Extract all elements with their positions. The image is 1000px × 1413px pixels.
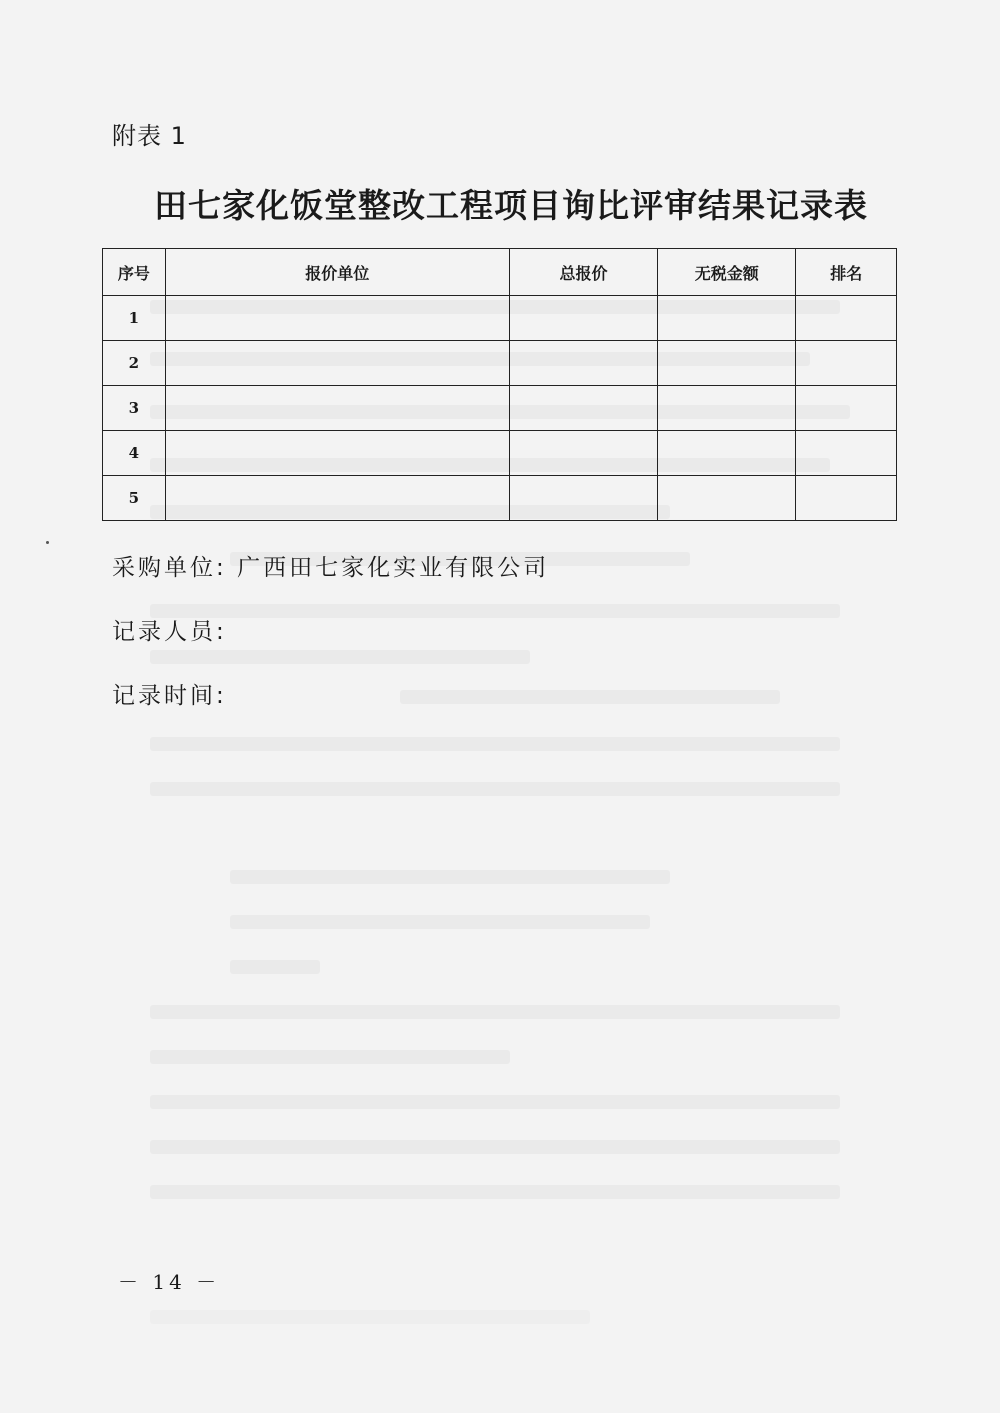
table-row [103, 296, 897, 341]
cell-tax-free-amount [658, 431, 796, 476]
cell-bidder [165, 431, 509, 476]
header-bidder: 报价单位 [165, 249, 509, 296]
document-title: 田七家化饭堂整改工程项目询比评审结果记录表 [154, 186, 868, 225]
cell-bidder [165, 341, 509, 386]
cell-bidder [165, 296, 509, 341]
cell-tax-free-amount [658, 476, 796, 521]
table-header-row [103, 249, 897, 296]
cell-total-price [509, 296, 657, 341]
cell-no: 5 [103, 476, 166, 521]
cell-total-price [509, 431, 657, 476]
cell-total-price [509, 476, 657, 521]
table-row [103, 341, 897, 386]
cell-tax-free-amount [658, 386, 796, 431]
cell-tax-free-amount [658, 341, 796, 386]
page-number: － 14 － [118, 1270, 221, 1294]
cell-rank [796, 341, 897, 386]
result-table [102, 248, 897, 521]
purchaser-line [112, 549, 549, 582]
cell-rank [796, 386, 897, 431]
cell-no: 3 [103, 386, 166, 431]
header-tax-free-amount: 无税金额 [658, 249, 796, 296]
header-no: 序号 [103, 249, 166, 296]
recorder-label: 记录人员: [112, 619, 227, 645]
cell-total-price [509, 386, 657, 431]
cell-rank [796, 476, 897, 521]
scan-speck [46, 541, 49, 544]
cell-bidder [165, 386, 509, 431]
cell-rank [796, 296, 897, 341]
cell-rank [796, 431, 897, 476]
cell-no: 1 [103, 296, 166, 341]
recorder-line [112, 613, 227, 646]
cell-bidder [165, 476, 509, 521]
header-total-price: 总报价 [509, 249, 657, 296]
table-row [103, 386, 897, 431]
cell-no: 4 [103, 431, 166, 476]
header-rank: 排名 [796, 249, 897, 296]
table-row [103, 476, 897, 521]
cell-total-price [509, 341, 657, 386]
purchaser-label: 采购单位: [112, 555, 227, 581]
cell-no: 2 [103, 341, 166, 386]
table-row [103, 431, 897, 476]
record-time-line [112, 677, 227, 710]
record-time-label: 记录时间: [112, 683, 227, 709]
annex-label: 附表 1 [112, 122, 187, 150]
cell-tax-free-amount [658, 296, 796, 341]
purchaser-value: 广西田七家化实业有限公司 [237, 555, 550, 581]
